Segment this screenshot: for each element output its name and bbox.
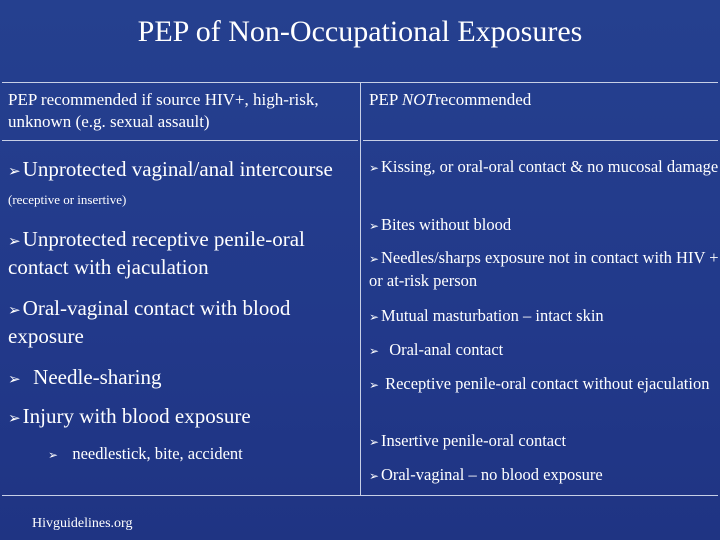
list-item [369, 464, 719, 487]
comparison-table [2, 82, 718, 496]
list-item [369, 305, 719, 328]
arrow-bullet-icon: ➢ [369, 161, 379, 175]
list-item-text: Oral-anal contact [389, 340, 504, 359]
list-item [8, 156, 358, 213]
arrow-bullet-icon: ➢ [369, 378, 379, 392]
arrow-bullet-icon: ➢ [48, 448, 58, 462]
list-item-text: Mutual masturbation – intact skin [380, 306, 604, 325]
list-item [369, 247, 719, 292]
list-item [369, 339, 719, 362]
list-item-text: Needle-sharing [33, 365, 162, 389]
list-item-text: Receptive penile-oral contact without ejaculation [385, 374, 710, 393]
list-item [8, 295, 358, 349]
list-item-note: (receptive or insertive) [8, 192, 127, 207]
header-suffix: recommended [435, 90, 532, 109]
list-item-text: Bites without blood [380, 215, 512, 234]
arrow-bullet-icon: ➢ [8, 409, 21, 427]
source-footer: Hivguidelines.org [32, 516, 133, 531]
slide-title: PEP of Non-Occupational Exposures [137, 15, 583, 48]
arrow-bullet-icon: ➢ [369, 252, 379, 266]
list-item [369, 156, 719, 179]
list-item [8, 403, 358, 431]
list-item-text: Unprotected vaginal/anal intercourse [22, 157, 333, 181]
arrow-bullet-icon: ➢ [8, 232, 21, 250]
sub-list-item [48, 443, 348, 466]
list-item [369, 373, 719, 396]
arrow-bullet-icon: ➢ [369, 344, 379, 358]
header-prefix: PEP [369, 90, 402, 109]
list-item-text: Oral-vaginal contact with blood exposure [8, 296, 291, 348]
list-item [369, 430, 719, 453]
header-pep-recommended: PEP recommended if source HIV+, high-risk, unknown (e.g. sexual assault) [2, 83, 358, 141]
arrow-bullet-icon: ➢ [8, 162, 21, 180]
list-item-text: Kissing, or oral-oral contact & no mucosal damage [380, 157, 719, 176]
list-item-text: Oral-vaginal – no blood exposure [380, 465, 603, 484]
header-pep-not-recommended [363, 83, 718, 141]
arrow-bullet-icon: ➢ [369, 469, 379, 483]
list-item [8, 226, 358, 280]
list-item [369, 214, 719, 237]
arrow-bullet-icon: ➢ [369, 219, 379, 233]
sub-list-item-text: needlestick, bite, accident [72, 444, 243, 463]
list-item [8, 364, 358, 392]
arrow-bullet-icon: ➢ [8, 370, 21, 388]
arrow-bullet-icon: ➢ [8, 301, 21, 319]
column-divider [360, 83, 361, 495]
arrow-bullet-icon: ➢ [369, 310, 379, 324]
list-item-text: Needles/sharps exposure not in contact with HIV + or at-risk person [369, 248, 719, 290]
list-item-text: Insertive penile-oral contact [380, 431, 567, 450]
header-emphasis: NOT [401, 90, 435, 109]
arrow-bullet-icon: ➢ [369, 435, 379, 449]
list-item-text: Injury with blood exposure [22, 404, 251, 428]
list-item-text: Unprotected receptive penile-oral contact with ejaculation [8, 227, 305, 279]
